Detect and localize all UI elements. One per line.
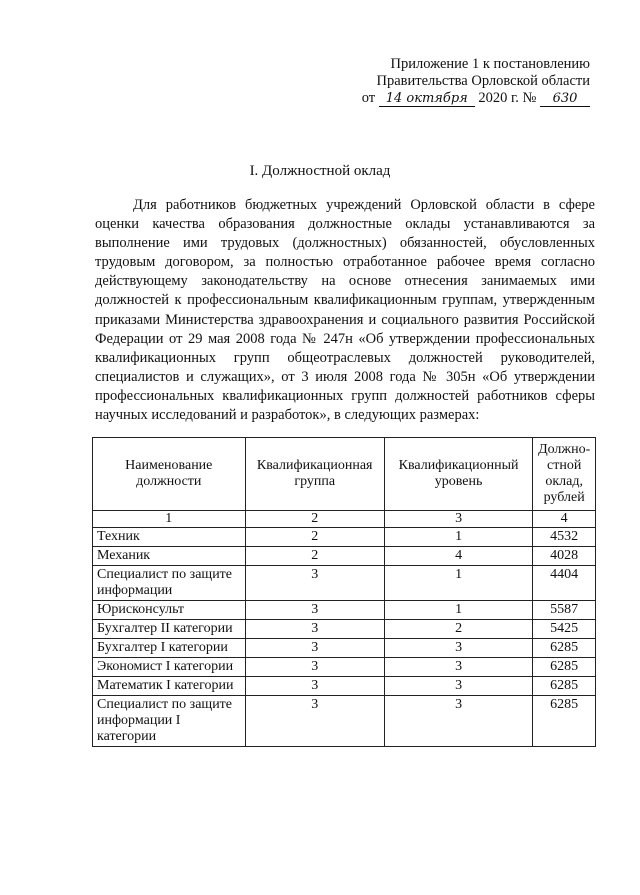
appendix-line-2: Правительства Орловской области: [376, 73, 590, 89]
date-prefix: от: [361, 90, 376, 106]
salary-cell: 4028: [533, 547, 596, 566]
table-row: [93, 677, 596, 696]
appendix-line-1: Приложение 1 к постановлению: [390, 56, 590, 72]
level-cell: 1: [384, 601, 532, 620]
level-cell: 4: [384, 547, 532, 566]
year-text: 2020 г. №: [478, 90, 537, 106]
position-name-cell: Специалист по защите информации: [93, 566, 246, 601]
salary-cell: 4404: [533, 566, 596, 601]
level-cell: 3: [384, 639, 532, 658]
column-number: 1: [93, 511, 246, 528]
salary-table: [92, 437, 596, 747]
level-cell: 1: [384, 528, 532, 547]
position-name-cell: Математик I категории: [93, 677, 246, 696]
salary-cell: 6285: [533, 677, 596, 696]
salary-cell: 6285: [533, 658, 596, 677]
column-number: 2: [245, 511, 384, 528]
salary-cell: 6285: [533, 696, 596, 747]
position-name-cell: Бухгалтер I категории: [93, 639, 246, 658]
level-cell: 3: [384, 677, 532, 696]
level-cell: 3: [384, 658, 532, 677]
level-cell: 2: [384, 620, 532, 639]
header-position-name: Наименование должности: [93, 438, 246, 511]
level-cell: 1: [384, 566, 532, 601]
table-row: [93, 696, 596, 747]
body-paragraph: Для работников бюджетных учреждений Орловской области в сфере оценки качества образования должностные оклады устанавливаются за выполнение ими трудовых (должностных) обязанностей, обусловленных трудовым договором, за полностью отработанное рабочее время согласно действующему законодательству на основе отнесения занимаемых ими должностей к профессиональным квалификационным группам, утвержденным приказами Министерства здравоохранения и социального развития Российской Федерации от 29 мая 2008 года № 247н «Об утверждении профессиональных квалификационных групп общеотраслевых должностей руководителей, специалистов и служащих», от 3 июля 2008 года № 305н «Об утверждении профессиональных квалификационных групп должностей работников сферы научных исследований и разработок», в следующих размерах:: [95, 197, 595, 424]
table-row: [93, 528, 596, 547]
position-name-cell: Специалист по защите информации I категории: [93, 696, 246, 747]
group-cell: 3: [245, 620, 384, 639]
salary-cell: 5587: [533, 601, 596, 620]
column-number: 4: [533, 511, 596, 528]
position-name-cell: Бухгалтер II категории: [93, 620, 246, 639]
group-cell: 2: [245, 528, 384, 547]
salary-cell: 6285: [533, 639, 596, 658]
group-cell: 3: [245, 639, 384, 658]
table-row: [93, 658, 596, 677]
group-cell: 3: [245, 601, 384, 620]
position-name-cell: Экономист I категории: [93, 658, 246, 677]
section-title: I. Должностной оклад: [249, 163, 391, 179]
salary-cell: 4532: [533, 528, 596, 547]
table-row: [93, 620, 596, 639]
group-cell: 3: [245, 696, 384, 747]
group-cell: 3: [245, 566, 384, 601]
header-qualification-group: Квалификационная группа: [245, 438, 384, 511]
table-row: [93, 639, 596, 658]
column-number-row: [93, 511, 596, 528]
table-row: [93, 566, 596, 601]
handwritten-number: 630: [540, 92, 590, 107]
group-cell: 3: [245, 658, 384, 677]
appendix-header: [330, 56, 590, 107]
table-row: [93, 547, 596, 566]
table-row: [93, 601, 596, 620]
position-name-cell: Техник: [93, 528, 246, 547]
handwritten-date: 14 октября: [379, 92, 475, 107]
position-name-cell: Механик: [93, 547, 246, 566]
appendix-line-3: [330, 90, 590, 107]
group-cell: 2: [245, 547, 384, 566]
group-cell: 3: [245, 677, 384, 696]
table-header-row: [93, 438, 596, 511]
header-qualification-level: Квалификационный уровень: [384, 438, 532, 511]
salary-cell: 5425: [533, 620, 596, 639]
position-name-cell: Юрисконсульт: [93, 601, 246, 620]
level-cell: 3: [384, 696, 532, 747]
column-number: 3: [384, 511, 532, 528]
header-salary: Должно-стной оклад, рублей: [533, 438, 596, 511]
